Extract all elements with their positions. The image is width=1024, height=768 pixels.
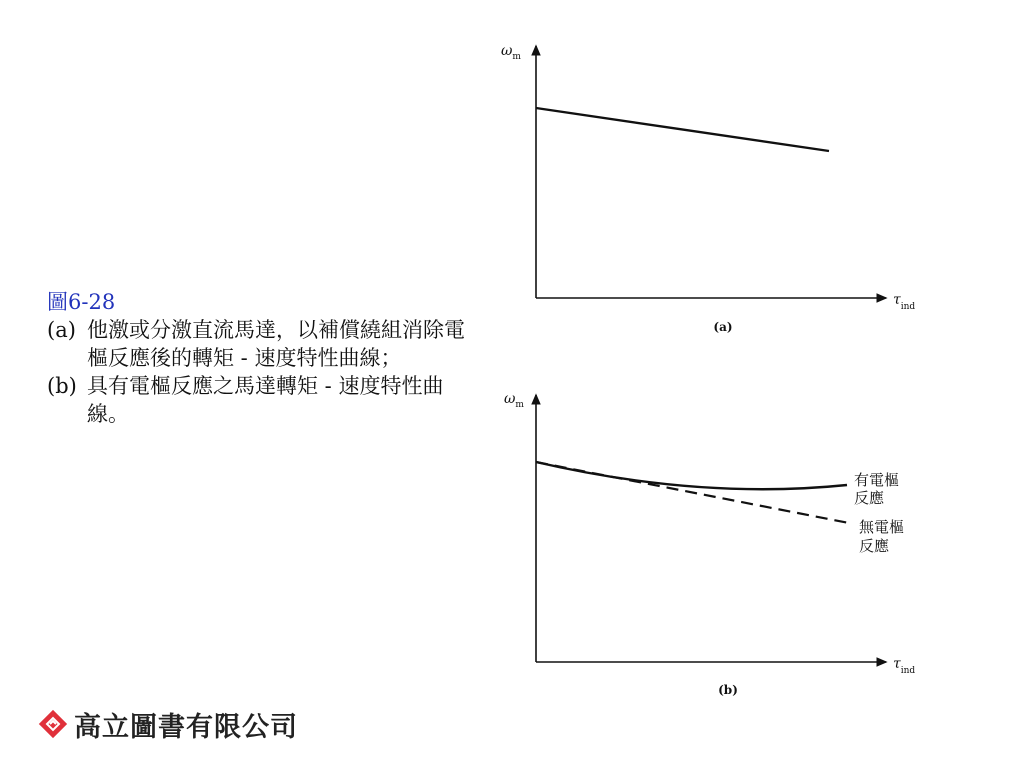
curve-without-armature-reaction bbox=[536, 462, 849, 523]
panel-a-torque-speed-curve bbox=[536, 108, 829, 151]
label-without-armature-reaction-line2: 反應 bbox=[859, 537, 890, 555]
curve-with-armature-reaction bbox=[536, 462, 847, 489]
label-without-armature-reaction-line1: 無電樞 bbox=[859, 518, 905, 536]
panel-a-x-label: $\tau_{ind}$ bbox=[893, 292, 916, 312]
diamond-logo-icon bbox=[38, 709, 68, 739]
panel-a-label: (a) bbox=[713, 320, 733, 334]
panel-b-y-label: $\omega_m$ bbox=[504, 391, 524, 410]
figure-number: 圖6-28 bbox=[47, 290, 116, 314]
panel-b bbox=[504, 391, 915, 697]
panel-b-x-label: $\tau_{ind}$ bbox=[893, 656, 916, 676]
label-with-armature-reaction-line1: 有電樞 bbox=[854, 471, 900, 489]
publisher-logo bbox=[38, 706, 298, 742]
label-with-armature-reaction-line2: 反應 bbox=[854, 489, 885, 507]
caption-item-a-label: (a) bbox=[47, 318, 76, 342]
caption-item-a-text: 他激或分激直流馬達，以補償繞組消除電樞反應後的轉矩 - 速度特性曲線； bbox=[87, 318, 465, 370]
panel-a bbox=[501, 43, 915, 334]
caption-item-b-label: (b) bbox=[47, 374, 77, 398]
publisher-name: 高立圖書有限公司 bbox=[74, 711, 298, 743]
caption-item-b-text: 具有電樞反應之馬達轉矩 - 速度特性曲線。 bbox=[87, 374, 444, 426]
panel-a-y-label: $\omega_m$ bbox=[501, 43, 521, 62]
panel-b-label: (b) bbox=[718, 683, 738, 697]
